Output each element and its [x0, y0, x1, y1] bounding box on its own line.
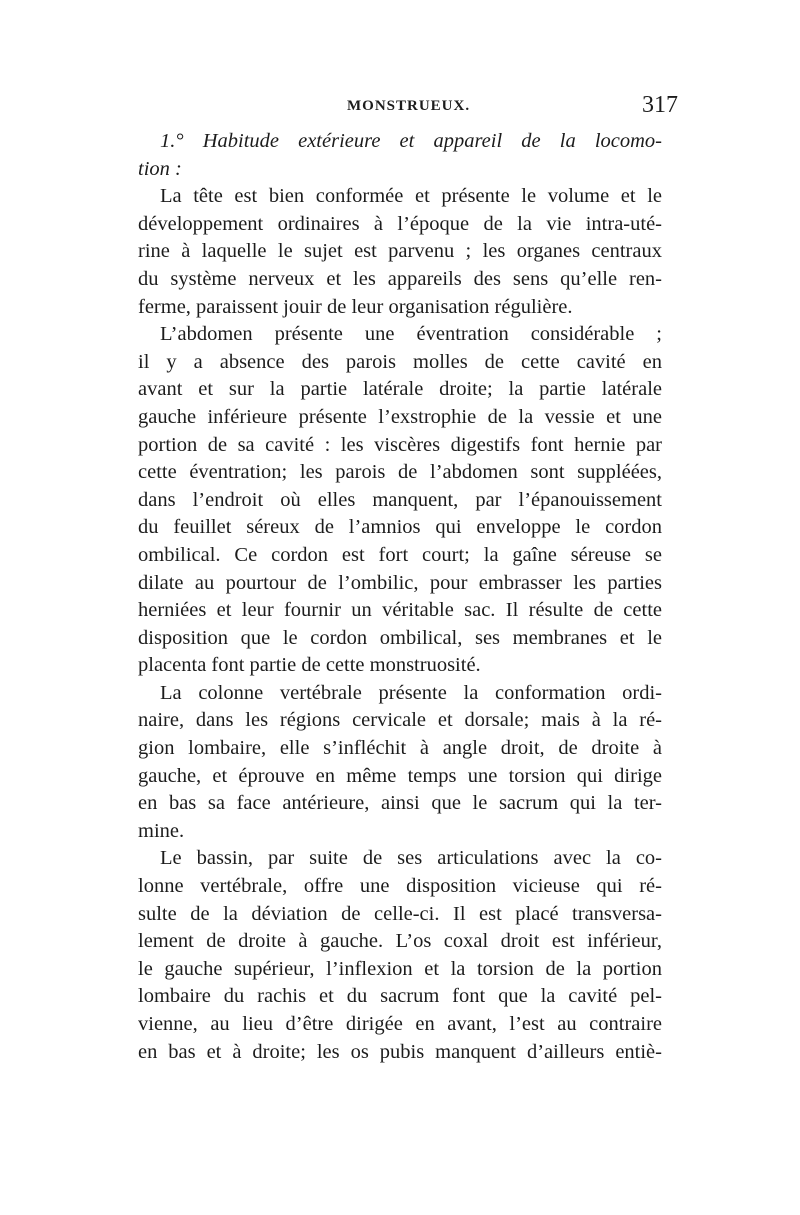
text-line: rine à laquelle le sujet est parvenu ; les organes centraux [138, 240, 662, 263]
page-number: 317 [642, 92, 678, 118]
text-line: portion de sa cavité : les viscères digestifs font hernie par [138, 433, 662, 456]
text-line: Le bassin, par suite de ses articulations avec la co- [160, 847, 662, 870]
text-line: dilate au pourtour de l’ombilic, pour embrasser les parties [138, 571, 662, 594]
text-line: lonne vertébrale, offre une disposition vicieuse qui ré- [138, 875, 662, 898]
text-line: mine. [138, 819, 185, 842]
running-head [138, 92, 678, 122]
text-line: ombilical. Ce cordon est fort court; la gaîne séreuse se [138, 543, 662, 566]
text-line: gauche inférieure présente l’exstrophie de la vessie et une [138, 405, 662, 428]
text-line: dans l’endroit où elles manquent, par l’épanouissement [138, 488, 662, 511]
text-line: gauche, et éprouve en même temps une torsion qui dirige [138, 764, 662, 787]
text-line: disposition que le cordon ombilical, ses membranes et le [138, 626, 662, 649]
text-line: du feuillet séreux de l’amnios qui enveloppe le cordon [138, 516, 662, 539]
text-line: placenta font partie de cette monstruosité. [138, 654, 481, 677]
text-line: 1.° Habitude extérieure et appareil de la locomo- [160, 130, 662, 152]
text-line: L’abdomen présente une éventration considérable ; [160, 323, 662, 346]
text-line: La colonne vertébrale présente la conformation ordi- [160, 681, 662, 704]
text-line: ferme, paraissent jouir de leur organisation régulière. [138, 295, 573, 318]
text-line: avant et sur la partie latérale droite; la partie latérale [138, 378, 662, 401]
text-line: lombaire du rachis et du sacrum font que la cavité pel- [138, 985, 662, 1008]
text-line: développement ordinaires à l’époque de la vie intra-uté- [138, 212, 662, 235]
text-line: tion : [138, 157, 182, 180]
running-title: MONSTRUEUX. [347, 98, 471, 114]
text-line: naire, dans les régions cervicale et dorsale; mais à la ré- [138, 709, 662, 732]
text-line: le gauche supérieur, l’inflexion et la torsion de la portion [138, 957, 662, 980]
text-line: herniées et leur fournir un véritable sac. Il résulte de cette [138, 599, 662, 622]
text-line: sulte de la déviation de celle-ci. Il est placé transversa- [138, 902, 662, 925]
text-line: du système nerveux et les appareils des sens qu’elle ren- [138, 267, 662, 290]
text-line: vienne, au lieu d’être dirigée en avant, l’est au contraire [138, 1013, 662, 1035]
text-line: il y a absence des parois molles de cette cavité en [138, 350, 662, 373]
text-line: La tête est bien conformée et présente le volume et le [160, 185, 662, 208]
text-line: en bas et à droite; les os pubis manquent d’ailleurs entiè- [138, 1040, 662, 1063]
text-line: gion lombaire, elle s’infléchit à angle droit, de droite à [138, 737, 662, 760]
body-text [138, 128, 662, 1066]
text-line: cette éventration; les parois de l’abdomen sont suppléées, [138, 461, 662, 484]
text-line: lement de droite à gauche. L’os coxal droit est inférieur, [138, 930, 662, 953]
text-line: en bas sa face antérieure, ainsi que le sacrum qui la ter- [138, 792, 662, 815]
